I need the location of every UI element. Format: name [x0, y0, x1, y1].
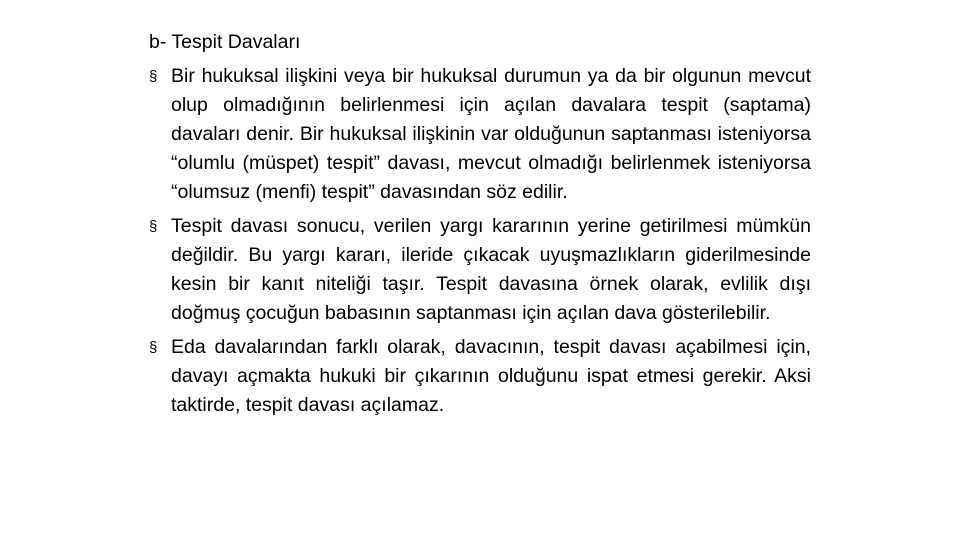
list-item	[149, 62, 811, 207]
list-item-text: Tespit davası sonucu, verilen yargı kararının yerine getirilmesi mümkün değildir. Bu yargı kararı, ileride çıkacak uyuşmazlıkların giderilmesinde kesin bir kanıt niteliği taşır. Tespit davasına örnek olarak, evlilik dışı doğmuş çocuğun babasının saptanması için açılan dava gösterilebilir.	[171, 215, 811, 324]
bullet-icon: §	[149, 218, 158, 235]
bullet-icon: §	[149, 68, 158, 85]
list-item-text: Eda davalarından farklı olarak, davacının, tespit davası açabilmesi için, davayı açmakta hukuki bir çıkarının olduğunu ispat etmesi gerekir. Aksi taktirde, tespit davası açılamaz.	[171, 336, 811, 416]
heading-prefix: b-	[149, 31, 167, 53]
bullet-icon: §	[149, 339, 158, 356]
list-item	[149, 333, 811, 420]
slide-content	[149, 28, 811, 425]
section-heading	[149, 28, 811, 56]
list-item	[149, 212, 811, 328]
list-item-text: Bir hukuksal ilişkini veya bir hukuksal durumun ya da bir olgunun mevcut olup olmadığının belirlenmesi için açılan davalara tespit (saptama) davaları denir. Bir hukuksal ilişkinin var olduğunun saptanması isteniyorsa “olumlu (müspet) tespit” davası, mevcut olmadığı belirlenmek isteniyorsa “olumsuz (menfi) tespit” davasından söz edilir.	[171, 65, 811, 203]
heading-title: Tespit Davaları	[171, 31, 301, 53]
bullet-list	[149, 62, 811, 420]
